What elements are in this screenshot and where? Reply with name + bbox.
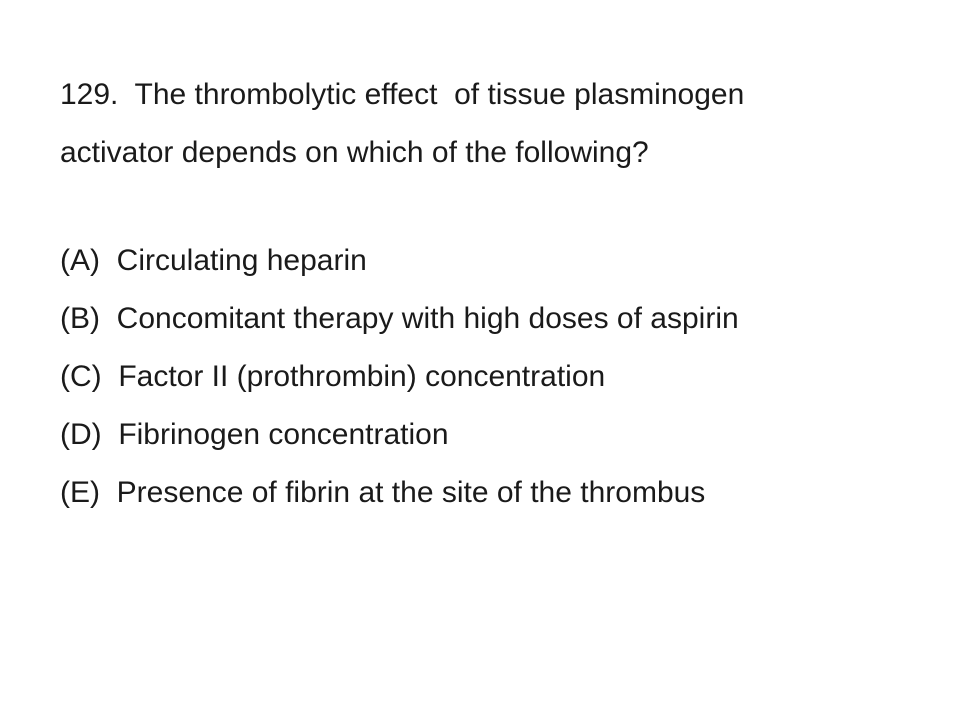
- option-e: (E) Presence of fibrin at the site of the thrombus: [60, 476, 706, 509]
- option-d: (D) Fibrinogen concentration: [60, 418, 449, 451]
- answer-options: [60, 232, 920, 522]
- question-stem: [60, 66, 920, 182]
- option-c: (C) Factor II (prothrombin) concentration: [60, 360, 606, 393]
- question-line-1: 129. The thrombolytic effect of tissue plasminogen: [60, 78, 745, 111]
- option-b: (B) Concomitant therapy with high doses of aspirin: [60, 302, 739, 335]
- option-a: (A) Circulating heparin: [60, 244, 367, 277]
- question-line-2: activator depends on which of the following?: [60, 136, 649, 169]
